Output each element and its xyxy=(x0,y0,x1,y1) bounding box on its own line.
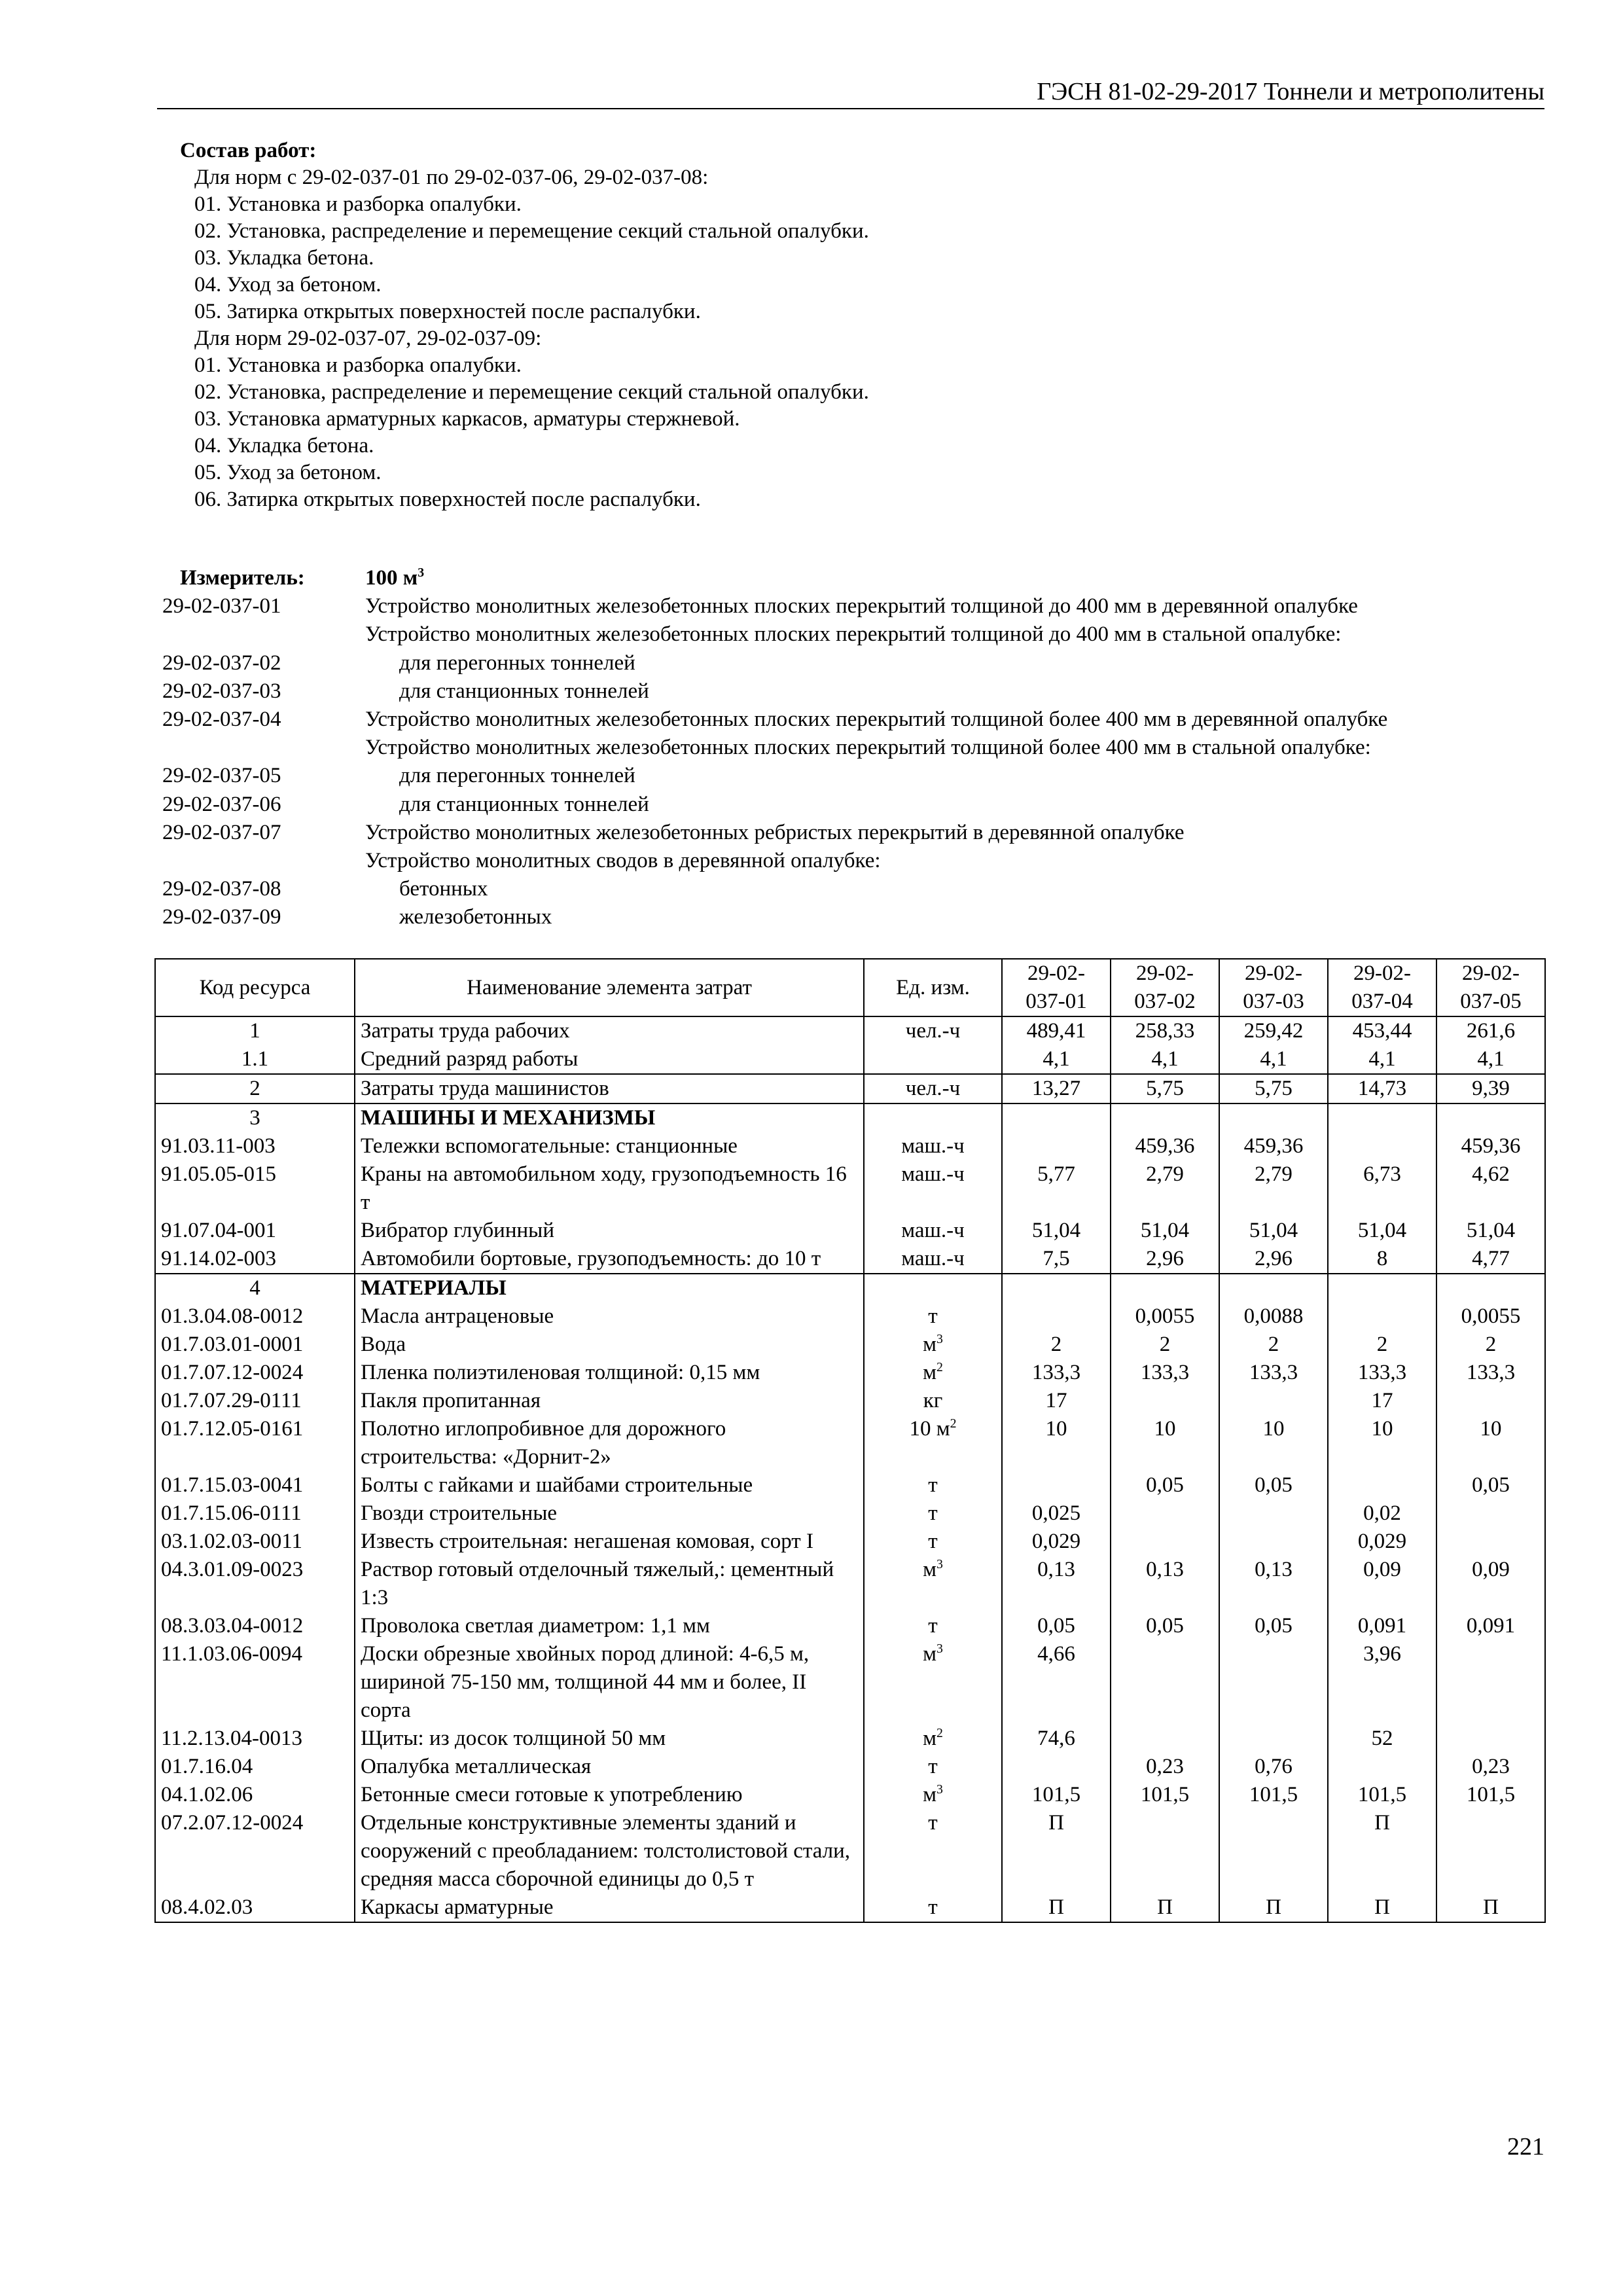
norm-row xyxy=(162,706,1563,734)
resource-code: 04.3.01.09-0023 xyxy=(155,1556,355,1612)
norm-value: 2 xyxy=(1111,1331,1219,1359)
resource-code: 1.1 xyxy=(155,1045,355,1074)
norm-value: 0,76 xyxy=(1219,1753,1328,1781)
resource-name: Полотно иглопробивное для дорожного строительства: «Дорнит-2» xyxy=(355,1415,864,1471)
norm-code xyxy=(162,620,365,649)
norm-value xyxy=(1436,1499,1545,1528)
norm-value: 9,39 xyxy=(1436,1074,1545,1103)
table-row xyxy=(155,1556,1545,1612)
norm-value xyxy=(1219,1528,1328,1556)
norm-value: 74,6 xyxy=(1002,1725,1111,1753)
norm-value xyxy=(1436,1274,1545,1302)
norm-value: 2,79 xyxy=(1219,1160,1328,1217)
norm-value: 0,02 xyxy=(1328,1499,1436,1528)
resource-code: 11.2.13.04-0013 xyxy=(155,1725,355,1753)
resource-name: Масла антраценовые xyxy=(355,1302,864,1331)
table-row xyxy=(155,1499,1545,1528)
measure-row xyxy=(162,564,1563,592)
norm-value: П xyxy=(1328,1893,1436,1922)
resource-unit: т xyxy=(864,1612,1002,1640)
norm-value: 101,5 xyxy=(1219,1781,1328,1809)
resource-code: 91.14.02-003 xyxy=(155,1245,355,1274)
header-norm-col: 29-02- 037-02 xyxy=(1111,959,1219,1016)
resource-name: Болты с гайками и шайбами строительные xyxy=(355,1471,864,1499)
resource-unit: $м^3$ xyxy=(864,1556,1002,1612)
norm-value xyxy=(1111,1809,1219,1893)
norm-value: 0,029 xyxy=(1002,1528,1111,1556)
resource-name: Гвозди строительные xyxy=(355,1499,864,1528)
table-row xyxy=(155,1809,1545,1893)
work-composition-title: Состав работ: xyxy=(180,139,317,162)
norm-value: 10 xyxy=(1002,1415,1111,1471)
resource-name: Краны на автомобильном ходу, грузоподъемность 16 т xyxy=(355,1160,864,1217)
norm-value: 2 xyxy=(1219,1331,1328,1359)
work-line: 02. Установка, распределение и перемещение секций стальной опалубки. xyxy=(194,380,869,404)
norm-value: 5,75 xyxy=(1219,1074,1328,1103)
work-line: 06. Затирка открытых поверхностей после распалубки. xyxy=(194,488,701,511)
norm-row xyxy=(162,762,1563,790)
norm-row xyxy=(162,791,1563,819)
resource-code: 08.4.02.03 xyxy=(155,1893,355,1922)
resource-unit: маш.-ч xyxy=(864,1217,1002,1245)
norm-value: 133,3 xyxy=(1219,1359,1328,1387)
table-row xyxy=(155,1245,1545,1274)
resource-code: 01.7.07.29-0111 xyxy=(155,1387,355,1415)
norm-value: 0,0055 xyxy=(1111,1302,1219,1331)
norm-value: 0,091 xyxy=(1436,1612,1545,1640)
resource-code: 01.7.07.12-0024 xyxy=(155,1359,355,1387)
table-row xyxy=(155,1893,1545,1922)
resource-unit: кг xyxy=(864,1387,1002,1415)
table-header-row xyxy=(155,959,1545,1016)
norm-value: 4,1 xyxy=(1111,1045,1219,1074)
norm-value: П xyxy=(1002,1893,1111,1922)
norm-value: 0,0088 xyxy=(1219,1302,1328,1331)
header-code: Код ресурса xyxy=(155,959,355,1016)
norm-value: 2,96 xyxy=(1219,1245,1328,1274)
norm-value: 0,05 xyxy=(1111,1471,1219,1499)
table-row xyxy=(155,1074,1545,1103)
norm-value xyxy=(1002,1471,1111,1499)
norm-value: 10 xyxy=(1436,1415,1545,1471)
table-row xyxy=(155,1302,1545,1331)
resource-code: 91.03.11-003 xyxy=(155,1132,355,1160)
work-line: 05. Уход за бетоном. xyxy=(194,461,382,484)
norm-value: П xyxy=(1111,1893,1219,1922)
work-line: 03. Укладка бетона. xyxy=(194,246,374,270)
norm-value: 52 xyxy=(1328,1725,1436,1753)
table-row xyxy=(155,1132,1545,1160)
table-row xyxy=(155,1359,1545,1387)
table-row xyxy=(155,1016,1545,1045)
resource-name: Бетонные смеси готовые к употреблению xyxy=(355,1781,864,1809)
resource-code: 4 xyxy=(155,1274,355,1302)
resource-name: Каркасы арматурные xyxy=(355,1893,864,1922)
table-row xyxy=(155,1753,1545,1781)
resource-unit: $м^3$ xyxy=(864,1781,1002,1809)
norm-value xyxy=(1111,1499,1219,1528)
table-row xyxy=(155,1528,1545,1556)
resource-name: Пленка полиэтиленовая толщиной: 0,15 мм xyxy=(355,1359,864,1387)
resource-unit: маш.-ч xyxy=(864,1245,1002,1274)
norm-row xyxy=(162,649,1563,677)
resource-code: 1 xyxy=(155,1016,355,1045)
norm-value: 4,62 xyxy=(1436,1160,1545,1217)
work-line: 05. Затирка открытых поверхностей после распалубки. xyxy=(194,300,701,323)
resource-name: Вибратор глубинный xyxy=(355,1217,864,1245)
resource-unit: т xyxy=(864,1809,1002,1893)
norm-value: 6,73 xyxy=(1328,1160,1436,1217)
measure-section xyxy=(162,564,1563,932)
work-line: 04. Укладка бетона. xyxy=(194,434,374,457)
resource-code: 08.3.03.04-0012 xyxy=(155,1612,355,1640)
norm-row xyxy=(162,847,1563,875)
norm-value xyxy=(1111,1528,1219,1556)
norm-code xyxy=(162,734,365,762)
table-row xyxy=(155,1415,1545,1471)
norm-value: 133,3 xyxy=(1111,1359,1219,1387)
work-line: 01. Установка и разборка опалубки. xyxy=(194,353,522,377)
resource-unit xyxy=(864,1103,1002,1132)
norm-value: 5,75 xyxy=(1111,1074,1219,1103)
norm-value: 10 xyxy=(1328,1415,1436,1471)
norm-text: железобетонных xyxy=(399,905,552,929)
norm-code xyxy=(162,847,365,875)
norm-value xyxy=(1328,1753,1436,1781)
norm-text: бетонных xyxy=(399,877,488,901)
norm-value xyxy=(1436,1640,1545,1725)
norm-value xyxy=(1328,1103,1436,1132)
resource-code: 91.05.05-015 xyxy=(155,1160,355,1217)
norm-value: 101,5 xyxy=(1328,1781,1436,1809)
norm-row xyxy=(162,875,1563,903)
table-row xyxy=(155,1274,1545,1302)
work-line: 04. Уход за бетоном. xyxy=(194,273,382,296)
norm-code: 29-02-037-02 xyxy=(162,651,281,675)
norm-value: П xyxy=(1219,1893,1328,1922)
work-line: Для норм с 29-02-037-01 по 29-02-037-06, 29-02-037-08: xyxy=(194,166,709,189)
table-row xyxy=(155,1217,1545,1245)
norm-value: П xyxy=(1436,1893,1545,1922)
resource-unit: чел.-ч xyxy=(864,1074,1002,1103)
norm-value xyxy=(1219,1640,1328,1725)
norm-text: Устройство монолитных железобетонных ребристых перекрытий в деревянной опалубке xyxy=(365,820,1185,844)
resource-code: 07.2.07.12-0024 xyxy=(155,1809,355,1893)
work-line: 02. Установка, распределение и перемещение секций стальной опалубки. xyxy=(194,219,869,243)
norm-text: Устройство монолитных железобетонных плоских перекрытий толщиной более 400 мм в деревянной опалубке xyxy=(365,708,1388,732)
resource-code: 3 xyxy=(155,1103,355,1132)
norm-code: 29-02-037-01 xyxy=(162,594,281,619)
measure-value: 100 $м^3$ xyxy=(365,565,425,590)
norm-value: 101,5 xyxy=(1111,1781,1219,1809)
table-row xyxy=(155,1471,1545,1499)
norm-value: 14,73 xyxy=(1328,1074,1436,1103)
norm-value xyxy=(1219,1103,1328,1132)
norm-value: П xyxy=(1328,1809,1436,1893)
table-row xyxy=(155,1045,1545,1074)
norm-value: 133,3 xyxy=(1328,1359,1436,1387)
resource-name: Щиты: из досок толщиной 50 мм xyxy=(355,1725,864,1753)
resource-name: Отдельные конструктивные элементы зданий и сооружений с преобладанием: толстолистовой стали, средняя масса сборочной единицы до 0,5 т xyxy=(355,1809,864,1893)
norm-value xyxy=(1328,1471,1436,1499)
measure-label: Измеритель: xyxy=(180,566,305,590)
norm-value: 0,05 xyxy=(1436,1471,1545,1499)
resource-name: МАТЕРИАЛЫ xyxy=(355,1274,864,1302)
norm-value xyxy=(1002,1753,1111,1781)
norm-value xyxy=(1002,1103,1111,1132)
norm-value: 5,77 xyxy=(1002,1160,1111,1217)
table-row xyxy=(155,1612,1545,1640)
norm-value xyxy=(1111,1274,1219,1302)
resource-unit xyxy=(864,1045,1002,1074)
norm-value: 4,1 xyxy=(1002,1045,1111,1074)
resource-unit: $м^3$ xyxy=(864,1331,1002,1359)
header-norm-col: 29-02- 037-01 xyxy=(1002,959,1111,1016)
norm-value: 10 xyxy=(1219,1415,1328,1471)
norm-value: 0,05 xyxy=(1219,1471,1328,1499)
norm-value xyxy=(1002,1302,1111,1331)
norm-code: 29-02-037-06 xyxy=(162,792,281,816)
norm-code: 29-02-037-05 xyxy=(162,764,281,788)
norm-value: 133,3 xyxy=(1436,1359,1545,1387)
resource-name: Раствор готовый отделочный тяжелый,: цементный 1:3 xyxy=(355,1556,864,1612)
norm-value: 259,42 xyxy=(1219,1016,1328,1045)
norm-value: 459,36 xyxy=(1436,1132,1545,1160)
resource-name: Пакля пропитанная xyxy=(355,1387,864,1415)
norm-text: для перегонных тоннелей xyxy=(399,764,635,788)
resource-cost-table xyxy=(154,958,1546,1923)
resource-name: МАШИНЫ И МЕХАНИЗМЫ xyxy=(355,1103,864,1132)
norm-value: 2 xyxy=(1002,1331,1111,1359)
norm-value xyxy=(1111,1103,1219,1132)
work-line: 01. Установка и разборка опалубки. xyxy=(194,192,522,216)
resource-name: Известь строительная: негашеная комовая, сорт I xyxy=(355,1528,864,1556)
table-row xyxy=(155,1387,1545,1415)
norm-value: 459,36 xyxy=(1111,1132,1219,1160)
norm-code: 29-02-037-03 xyxy=(162,679,281,703)
norm-row xyxy=(162,819,1563,847)
work-line: Для норм 29-02-037-07, 29-02-037-09: xyxy=(194,327,542,350)
norm-value xyxy=(1111,1725,1219,1753)
norm-value: 4,1 xyxy=(1328,1045,1436,1074)
norm-value xyxy=(1328,1132,1436,1160)
norm-value xyxy=(1436,1103,1545,1132)
norm-row xyxy=(162,620,1563,649)
norm-code: 29-02-037-04 xyxy=(162,708,281,732)
resource-code: 01.7.15.06-0111 xyxy=(155,1499,355,1528)
norm-value: 0,13 xyxy=(1219,1556,1328,1612)
resource-name: Автомобили бортовые, грузоподъемность: до 10 т xyxy=(355,1245,864,1274)
norm-value: 13,27 xyxy=(1002,1074,1111,1103)
norm-text: для станционных тоннелей xyxy=(399,792,649,816)
norm-value: 17 xyxy=(1328,1387,1436,1415)
header-norm-col: 29-02- 037-05 xyxy=(1436,959,1545,1016)
table-row xyxy=(155,1725,1545,1753)
norm-value: 133,3 xyxy=(1002,1359,1111,1387)
header-norm-col: 29-02- 037-04 xyxy=(1328,959,1436,1016)
work-line: 03. Установка арматурных каркасов, арматуры стержневой. xyxy=(194,407,740,431)
norm-value: 0,05 xyxy=(1111,1612,1219,1640)
norm-row xyxy=(162,903,1563,931)
norm-value: 101,5 xyxy=(1436,1781,1545,1809)
norm-value: 0,025 xyxy=(1002,1499,1111,1528)
resource-code: 91.07.04-001 xyxy=(155,1217,355,1245)
resource-code: 01.3.04.08-0012 xyxy=(155,1302,355,1331)
norm-value xyxy=(1219,1725,1328,1753)
resource-unit: т xyxy=(864,1471,1002,1499)
resource-unit: $м^2$ xyxy=(864,1725,1002,1753)
table-row xyxy=(155,1103,1545,1132)
norm-value: 489,41 xyxy=(1002,1016,1111,1045)
norm-value: 51,04 xyxy=(1436,1217,1545,1245)
norm-value: 459,36 xyxy=(1219,1132,1328,1160)
norm-value: 7,5 xyxy=(1002,1245,1111,1274)
resource-unit: маш.-ч xyxy=(864,1160,1002,1217)
norm-value xyxy=(1328,1302,1436,1331)
resource-unit: т xyxy=(864,1302,1002,1331)
norm-value xyxy=(1111,1640,1219,1725)
resource-unit: $м^2$ xyxy=(864,1359,1002,1387)
norm-value: 0,13 xyxy=(1002,1556,1111,1612)
norm-row xyxy=(162,734,1563,762)
norm-value: 8 xyxy=(1328,1245,1436,1274)
norm-value: 2 xyxy=(1436,1331,1545,1359)
norm-value: 51,04 xyxy=(1328,1217,1436,1245)
resource-unit xyxy=(864,1274,1002,1302)
norm-value: 0,23 xyxy=(1111,1753,1219,1781)
norm-value: 0,091 xyxy=(1328,1612,1436,1640)
page-number: 221 xyxy=(1507,2133,1544,2161)
norm-value xyxy=(1328,1274,1436,1302)
resource-unit: т xyxy=(864,1499,1002,1528)
norm-value xyxy=(1219,1499,1328,1528)
resource-unit: чел.-ч xyxy=(864,1016,1002,1045)
norm-value: 2,79 xyxy=(1111,1160,1219,1217)
norm-value xyxy=(1436,1387,1545,1415)
norm-value: 0,23 xyxy=(1436,1753,1545,1781)
norm-value: 0,09 xyxy=(1436,1556,1545,1612)
norm-value xyxy=(1219,1274,1328,1302)
resource-unit: т xyxy=(864,1528,1002,1556)
norm-code: 29-02-037-08 xyxy=(162,877,281,901)
norm-value: 0,05 xyxy=(1002,1612,1111,1640)
resource-unit: 10 $м^2$ xyxy=(864,1415,1002,1471)
norm-value: 0,0055 xyxy=(1436,1302,1545,1331)
resource-code: 01.7.03.01-0001 xyxy=(155,1331,355,1359)
norm-value: 0,05 xyxy=(1219,1612,1328,1640)
resource-name: Проволока светлая диаметром: 1,1 мм xyxy=(355,1612,864,1640)
resource-unit: т xyxy=(864,1753,1002,1781)
norm-value: 51,04 xyxy=(1002,1217,1111,1245)
norm-value: 2,96 xyxy=(1111,1245,1219,1274)
norm-code: 29-02-037-09 xyxy=(162,905,281,929)
norm-value xyxy=(1219,1809,1328,1893)
norm-text: Устройство монолитных железобетонных плоских перекрытий толщиной до 400 мм в деревянной опалубке xyxy=(365,594,1358,619)
resource-name: Опалубка металлическая xyxy=(355,1753,864,1781)
norm-value: 3,96 xyxy=(1328,1640,1436,1725)
table-row xyxy=(155,1640,1545,1725)
norm-value: 4,77 xyxy=(1436,1245,1545,1274)
norm-text: для станционных тоннелей xyxy=(399,679,649,703)
norm-code: 29-02-037-07 xyxy=(162,820,281,844)
resource-code: 2 xyxy=(155,1074,355,1103)
norm-value xyxy=(1436,1809,1545,1893)
resource-code: 01.7.15.03-0041 xyxy=(155,1471,355,1499)
norm-value: 4,1 xyxy=(1436,1045,1545,1074)
norm-value xyxy=(1002,1132,1111,1160)
resource-name: Затраты труда рабочих xyxy=(355,1016,864,1045)
norm-value: 258,33 xyxy=(1111,1016,1219,1045)
resource-name: Средний разряд работы xyxy=(355,1045,864,1074)
resource-code: 01.7.16.04 xyxy=(155,1753,355,1781)
norm-row xyxy=(162,677,1563,706)
norm-value: 4,1 xyxy=(1219,1045,1328,1074)
table-row xyxy=(155,1781,1545,1809)
table-row xyxy=(155,1331,1545,1359)
norm-value: 51,04 xyxy=(1219,1217,1328,1245)
norm-value: 4,66 xyxy=(1002,1640,1111,1725)
header-unit: Ед. изм. xyxy=(864,959,1002,1016)
norm-value: 10 xyxy=(1111,1415,1219,1471)
resource-name: Затраты труда машинистов xyxy=(355,1074,864,1103)
norm-value: 0,029 xyxy=(1328,1528,1436,1556)
header-norm-col: 29-02- 037-03 xyxy=(1219,959,1328,1016)
resource-name: Тележки вспомогательные: станционные xyxy=(355,1132,864,1160)
norm-value: 51,04 xyxy=(1111,1217,1219,1245)
norm-value: 17 xyxy=(1002,1387,1111,1415)
norm-value xyxy=(1002,1274,1111,1302)
norm-value xyxy=(1436,1528,1545,1556)
resource-code: 01.7.12.05-0161 xyxy=(155,1415,355,1471)
resource-unit: $м^3$ xyxy=(864,1640,1002,1725)
norm-value xyxy=(1219,1387,1328,1415)
norm-value: 2 xyxy=(1328,1331,1436,1359)
running-header: ГЭСН 81-02-29-2017 Тоннели и метрополитены xyxy=(157,75,1544,109)
norm-value: 101,5 xyxy=(1002,1781,1111,1809)
resource-name: Вода xyxy=(355,1331,864,1359)
norm-value: П xyxy=(1002,1809,1111,1893)
resource-code: 03.1.02.03-0011 xyxy=(155,1528,355,1556)
norm-text: для перегонных тоннелей xyxy=(399,651,635,675)
norm-value: 453,44 xyxy=(1328,1016,1436,1045)
norm-text: Устройство монолитных железобетонных плоских перекрытий толщиной до 400 мм в стальной опалубке: xyxy=(365,622,1342,647)
norm-value xyxy=(1436,1725,1545,1753)
norm-text: Устройство монолитных железобетонных плоских перекрытий толщиной более 400 мм в стальной опалубке: xyxy=(365,736,1371,760)
resource-unit: маш.-ч xyxy=(864,1132,1002,1160)
norm-value xyxy=(1111,1387,1219,1415)
norm-value: 261,6 xyxy=(1436,1016,1545,1045)
norm-value: 0,13 xyxy=(1111,1556,1219,1612)
resource-name: Доски обрезные хвойных пород длиной: 4-6,5 м, шириной 75-150 мм, толщиной 44 мм и более, II сорта xyxy=(355,1640,864,1725)
norm-value: 0,09 xyxy=(1328,1556,1436,1612)
table-row xyxy=(155,1160,1545,1217)
resource-unit: т xyxy=(864,1893,1002,1922)
resource-code: 11.1.03.06-0094 xyxy=(155,1640,355,1725)
work-composition xyxy=(180,137,1489,513)
norm-row xyxy=(162,592,1563,620)
resource-code: 04.1.02.06 xyxy=(155,1781,355,1809)
header-name: Наименование элемента затрат xyxy=(355,959,864,1016)
norm-text: Устройство монолитных сводов в деревянной опалубке: xyxy=(365,849,881,873)
